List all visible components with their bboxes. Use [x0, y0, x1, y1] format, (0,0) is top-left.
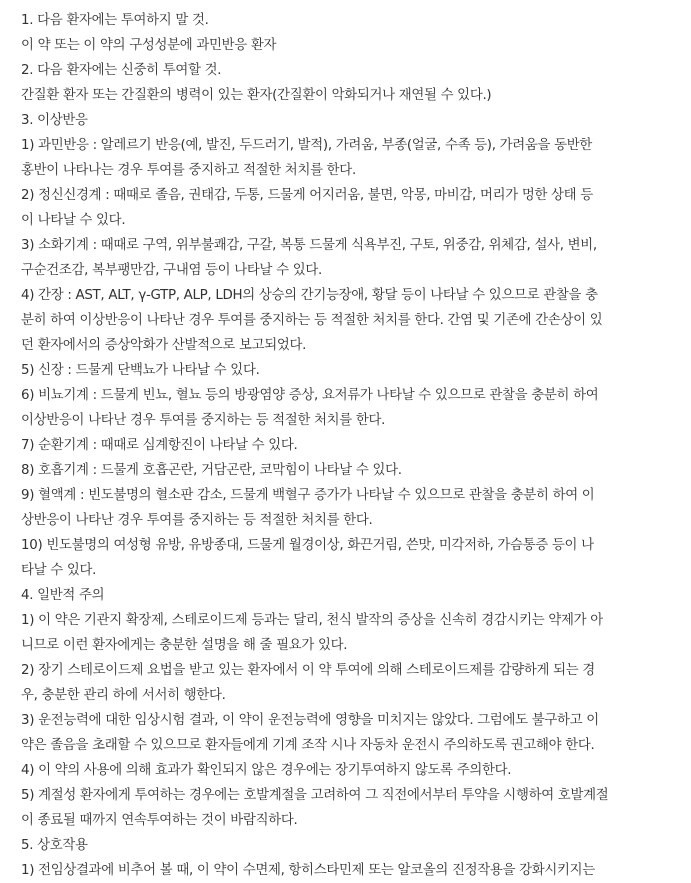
section-heading-general-precautions: 4. 일반적 주의	[21, 588, 105, 603]
text-line: 간질환 환자 또는 간질환의 병력이 있는 환자(간질환이 악화되거나 재연될 수 있다.)	[21, 88, 492, 103]
text-line: 니므로 이런 환자에게는 충분한 설명을 해 줄 필요가 있다.	[21, 638, 348, 653]
text-line: 상반응이 나타난 경우 투여를 중지하는 등 적절한 처치를 한다.	[21, 513, 373, 528]
text-line: 던 환자에서의 증상악화가 산발적으로 보고되었다.	[21, 338, 307, 353]
text-line: 홍반이 나타나는 경우 투여를 중지하고 적절한 처치를 한다.	[21, 163, 356, 178]
section-heading-caution: 2. 다음 환자에는 신중히 투여할 것.	[21, 63, 222, 78]
text-line: 5) 신장 : 드물게 단백뇨가 나타날 수 있다.	[21, 363, 260, 378]
text-line: 우, 충분한 관리 하에 서서히 행한다.	[21, 688, 226, 703]
text-line: 3) 운전능력에 대한 임상시험 결과, 이 약이 운전능력에 영향을 미치지는 않았다. 그럼에도 불구하고 이	[21, 713, 599, 728]
section-heading-contraindications: 1. 다음 환자에는 투여하지 말 것.	[21, 13, 209, 28]
text-line: 타날 수 있다.	[21, 563, 97, 578]
text-line: 분히 하여 이상반응이 나타난 경우 투여를 중지하는 등 적절한 처치를 한다. 간염 및 기존에 간손상이 있	[21, 313, 603, 328]
text-line: 3) 소화기계 : 때때로 구역, 위부불쾌감, 구갈, 복통 드물게 식욕부진, 구토, 위중감, 위체감, 설사, 변비,	[21, 238, 597, 253]
text-line: 6) 비뇨기계 : 드물게 빈뇨, 혈뇨 등의 방광염양 증상, 요저류가 나타날 수 있으므로 관찰을 충분히 하여	[21, 388, 599, 403]
text-line: 1) 과민반응 : 알레르기 반응(예, 발진, 두드러기, 발적), 가려움, 부종(얼굴, 수족 등), 가려움을 동반한	[21, 138, 593, 153]
text-line: 1) 이 약은 기관지 확장제, 스테로이드제 등과는 달리, 천식 발작의 증상을 신속히 경감시키는 약제가 아	[21, 613, 603, 628]
text-line: 9) 혈액계 : 빈도불명의 혈소판 감소, 드물게 백혈구 증가가 나타날 수 있으므로 관찰을 충분히 하여 이	[21, 488, 595, 503]
document-body	[21, 8, 683, 883]
text-line: 이상반응이 나타난 경우 투여를 중지하는 등 적절한 처치를 한다.	[21, 413, 386, 428]
text-line: 4) 간장 : AST, ALT, γ-GTP, ALP, LDH의 상승의 간기능장애, 황달 등이 나타날 수 있으므로 관찰을 충	[21, 288, 598, 303]
text-line: 1) 전임상결과에 비추어 볼 때, 이 약이 수면제, 항히스타민제 또는 알코올의 진정작용을 강화시키지는	[21, 863, 595, 878]
section-heading-adverse-reactions: 3. 이상반응	[21, 113, 88, 128]
text-line: 이 약 또는 이 약의 구성성분에 과민반응 환자	[21, 38, 277, 53]
text-line: 이 종료될 때까지 연속투여하는 것이 바람직하다.	[21, 813, 298, 828]
text-line: 2) 정신신경계 : 때때로 졸음, 권태감, 두통, 드물게 어지러움, 불면, 악몽, 마비감, 머리가 멍한 상태 등	[21, 188, 593, 203]
text-line: 5) 계절성 환자에게 투여하는 경우에는 호발계절을 고려하여 그 직전에서부터 투약을 시행하여 호발계절	[21, 788, 609, 803]
text-line: 8) 호흡기계 : 드물게 호흡곤란, 거담곤란, 코막힘이 나타날 수 있다.	[21, 463, 402, 478]
text-line: 4) 이 약의 사용에 의해 효과가 확인되지 않은 경우에는 장기투여하지 않도록 주의한다.	[21, 763, 512, 778]
section-heading-interactions: 5. 상호작용	[21, 838, 88, 853]
text-line: 10) 빈도불명의 여성형 유방, 유방종대, 드물게 월경이상, 화끈거림, 쓴맛, 미각저하, 가슴통증 등이 나	[21, 538, 594, 553]
text-line: 2) 장기 스테로이드제 요법을 받고 있는 환자에서 이 약 투여에 의해 스테로이드제를 감량하게 되는 경	[21, 663, 595, 678]
text-line: 7) 순환기계 : 때때로 심계항진이 나타날 수 있다.	[21, 438, 298, 453]
text-line: 구순건조감, 복부팽만감, 구내염 등이 나타날 수 있다.	[21, 263, 322, 278]
text-line: 약은 졸음을 초래할 수 있으므로 환자들에게 기계 조작 시나 자동차 운전시 주의하도록 권고해야 한다.	[21, 738, 595, 753]
text-line: 이 나타날 수 있다.	[21, 213, 126, 228]
